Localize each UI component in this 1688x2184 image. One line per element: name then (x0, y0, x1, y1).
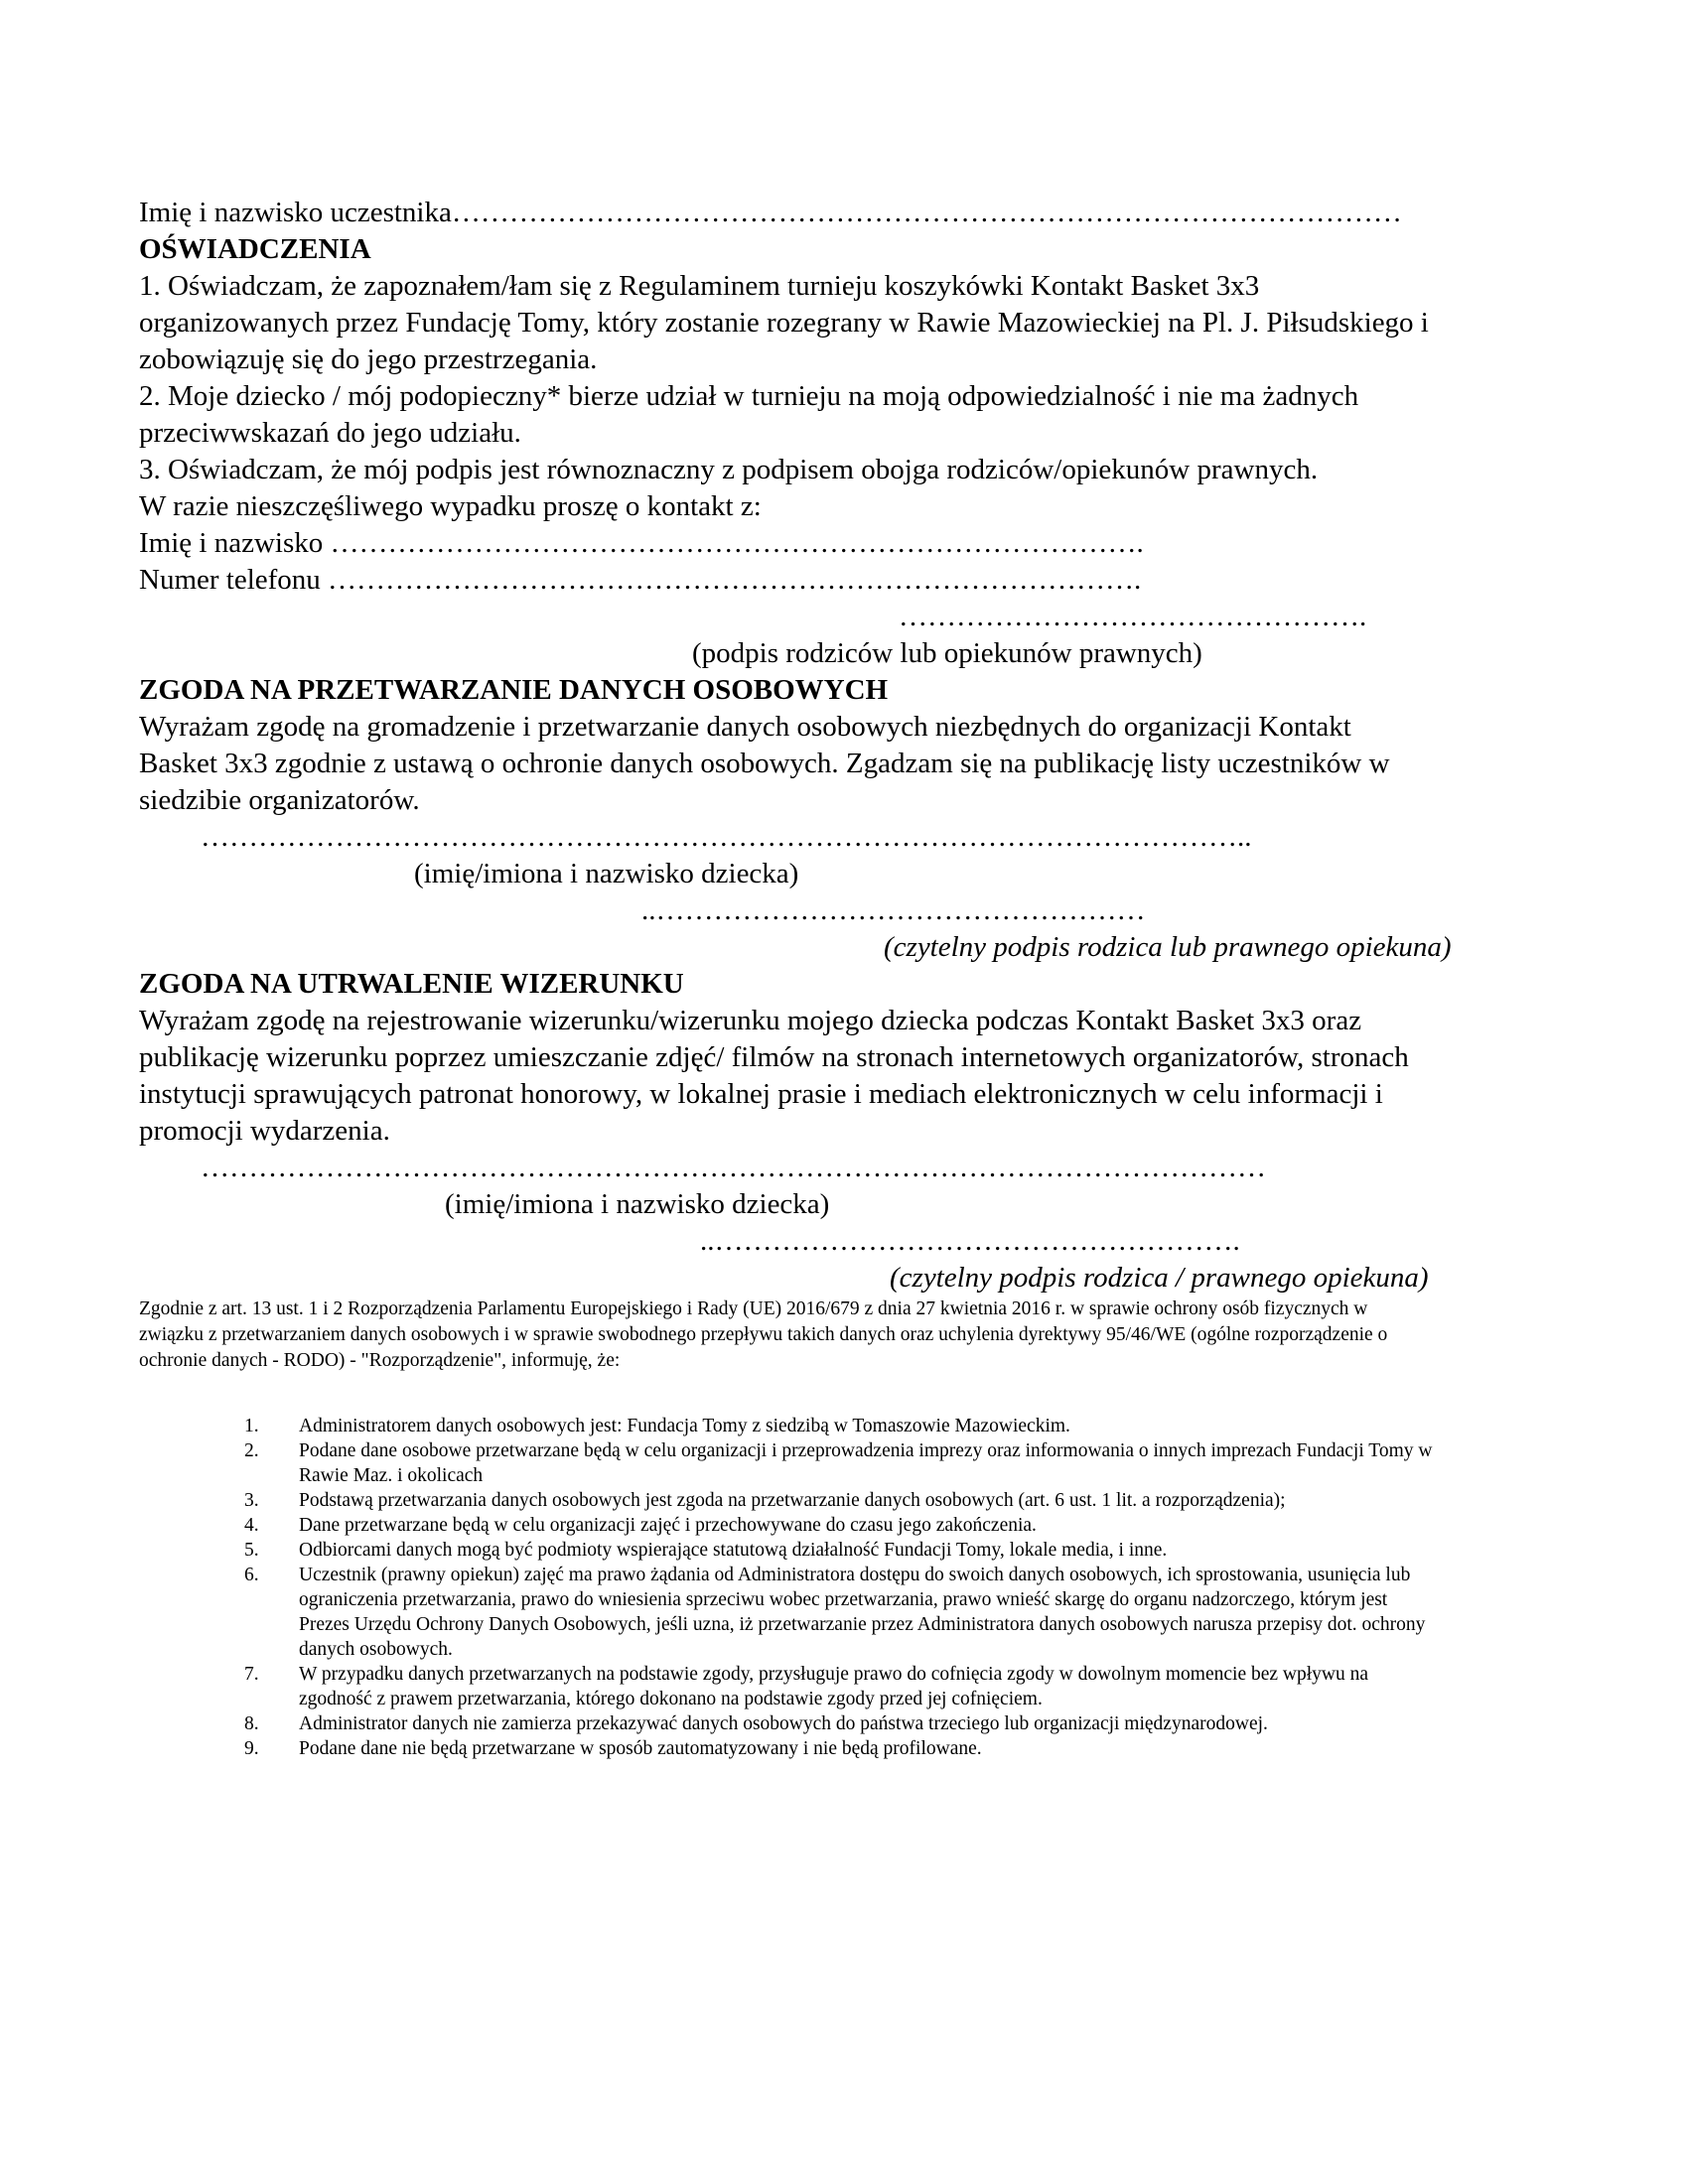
rodo-item-number: 9. (244, 1738, 259, 1759)
declarations-heading: OŚWIADCZENIA (139, 233, 371, 265)
rodo-item-4 (139, 1513, 1435, 1538)
rodo-item-5 (139, 1538, 1435, 1563)
rodo-item-3 (139, 1488, 1435, 1513)
rodo-item-text: Administrator danych nie zamierza przekazywać danych osobowych do państwa trzeciego lub organizacji międzynarodowej. (299, 1713, 1268, 1734)
data-consent-heading: ZGODA NA PRZETWARZANIE DANYCH OSOBOWYCH (139, 674, 889, 706)
participant-name-line (139, 195, 1435, 231)
rodo-item-text: Odbiorcami danych mogą być podmioty wspierające statutową działalność Fundacji Tomy, lokale media, i inne. (299, 1540, 1168, 1561)
image-consent-signature-dotted-blank: ..………………………………………………. (700, 1225, 1240, 1257)
declaration-2: 2. Moje dziecko / mój podopieczny* bierze udział w turnieju na moją odpowiedzialność i nie ma żadnych przeciwwskazań do jego udziału. (139, 380, 1359, 449)
declaration-3: 3. Oświadczam, że mój podpis jest równoznaczny z podpisem obojga rodziców/opiekunów prawnych. (139, 454, 1319, 485)
contact-phone-line (139, 562, 1435, 599)
data-consent-signature-caption: (czytelny podpis rodzica lub prawnego opiekuna) (884, 931, 1452, 963)
rodo-item-text: Administratorem danych osobowych jest: Fundacja Tomy z siedzibą w Tomaszowie Mazowieckim. (299, 1416, 1070, 1436)
rodo-item-8 (139, 1711, 1435, 1736)
rodo-item-number: 5. (244, 1540, 259, 1561)
participant-name-label: Imię i nazwisko uczestnika (139, 197, 452, 228)
rodo-item-number: 7. (244, 1664, 259, 1685)
emergency-contact-intro: W razie nieszczęśliwego wypadku proszę o kontakt z: (139, 490, 762, 522)
image-consent-body: Wyrażam zgodę na rejestrowanie wizerunku/wizerunku mojego dziecka podczas Kontakt Basket 3x3 oraz publikację wizerunku poprzez umieszczanie zdjęć/ filmów na stronach internetowych organizatorów, stronach instytucji sprawujących patronat honorowy, w lokalnej prasie i mediach elektronicznych w celu informacji i promocji wydarzenia. (139, 1005, 1409, 1147)
image-consent-signature-caption: (czytelny podpis rodzica / prawnego opiekuna) (890, 1262, 1429, 1294)
contact-name-dotted-blank: …………………………………………………………………………. (330, 527, 1144, 559)
rodo-item-9 (139, 1736, 1435, 1761)
contact-phone-dotted-blank: …………………………………………………………………………. (328, 564, 1142, 596)
rodo-item-2 (139, 1438, 1435, 1488)
rodo-list (139, 1414, 1435, 1761)
declaration-1: 1. Oświadczam, że zapoznałem/łam się z Regulaminem turnieju koszykówki Kontakt Basket 3x3 organizowanych przez Fundację Tomy, który zostanie rozegrany w Rawie Mazowieckiej na Pl. J. Piłsudskiego i zobowiązuję się do jego przestrzegania. (139, 270, 1429, 375)
contact-name-line (139, 525, 1435, 562)
contact-name-label: Imię i nazwisko (139, 527, 331, 559)
rodo-item-number: 6. (244, 1565, 259, 1585)
image-consent-child-name-dotted-blank: ………………………………………………………………………………………………… (201, 1152, 1266, 1183)
rodo-intro-paragraph: Zgodnie z art. 13 ust. 1 i 2 Rozporządzenia Parlamentu Europejskiego i Rady (UE) 2016/679 z dnia 27 kwietnia 2016 r. w sprawie ochrony osób fizycznych w związku z przetwarzaniem danych osobowych i w sprawie swobodnego przepływu takich danych oraz uchylenia dyrektywy 95/46/WE (ogólne rozporządzenie o ochronie danych - RODO) - "Rozporządzenie", informuję, że: (139, 1298, 1388, 1371)
parents-signature-dotted-blank: …………………………………………. (899, 601, 1367, 632)
rodo-item-6 (139, 1563, 1435, 1662)
rodo-item-number: 3. (244, 1490, 259, 1511)
data-consent-child-name-caption: (imię/imiona i nazwisko dziecka) (414, 858, 799, 889)
rodo-item-number: 4. (244, 1515, 259, 1536)
data-consent-child-name-dotted-blank: ……………………………………………………………………………………………….. (201, 821, 1252, 853)
rodo-item-7 (139, 1662, 1435, 1711)
participant-name-dotted-blank: ……………………………………………………………………………………… (451, 197, 1402, 228)
rodo-item-text: Podane dane osobowe przetwarzane będą w celu organizacji i przeprowadzenia imprezy oraz informowania o innych imprezach Fundacji Tomy w Rawie Maz. i okolicach (299, 1440, 1433, 1486)
rodo-item-number: 8. (244, 1713, 259, 1734)
rodo-item-1 (139, 1414, 1435, 1438)
data-consent-signature-dotted-blank: ..…………………………………………… (641, 894, 1146, 926)
contact-phone-label: Numer telefonu (139, 564, 329, 596)
data-consent-body: Wyrażam zgodę na gromadzenie i przetwarzanie danych osobowych niezbędnych do organizacji Kontakt Basket 3x3 zgodnie z ustawą o ochronie danych osobowych. Zgadzam się na publikację listy uczestników w siedzibie organizatorów. (139, 711, 1390, 816)
rodo-item-number: 2. (244, 1440, 259, 1461)
image-consent-child-name-caption: (imię/imiona i nazwisko dziecka) (445, 1188, 830, 1220)
rodo-item-text: W przypadku danych przetwarzanych na podstawie zgody, przysługuje prawo do cofnięcia zgody w dowolnym momencie bez wpływu na zgodność z prawem przetwarzania, którego dokonano na podstawie zgody przed jej cofnięciem. (299, 1664, 1369, 1709)
rodo-item-text: Uczestnik (prawny opiekun) zajęć ma prawo żądania od Administratora dostępu do swoich danych osobowych, ich sprostowania, usunięcia lub ograniczenia przetwarzania, prawo do wniesienia sprzeciwu wobec przetwarzania, prawo wnieść skargę do organu nadzorczego, którym jest Prezes Urzędu Ochrony Danych Osobowych, jeśli uzna, iż przetwarzanie przez Administratora danych osobowych narusza przepisy dot. ochrony danych osobowych. (299, 1565, 1426, 1660)
rodo-item-number: 1. (244, 1416, 259, 1436)
image-consent-heading: ZGODA NA UTRWALENIE WIZERUNKU (139, 968, 684, 1000)
rodo-item-text: Podane dane nie będą przetwarzane w sposób zautomatyzowany i nie będą profilowane. (299, 1738, 982, 1759)
rodo-item-text: Podstawą przetwarzania danych osobowych jest zgoda na przetwarzanie danych osobowych (art. 6 ust. 1 lit. a rozporządzenia); (299, 1490, 1286, 1511)
rodo-item-text: Dane przetwarzane będą w celu organizacji zajęć i przechowywane do czasu jego zakończenia. (299, 1515, 1037, 1536)
parents-signature-caption: (podpis rodziców lub opiekunów prawnych) (692, 637, 1202, 669)
